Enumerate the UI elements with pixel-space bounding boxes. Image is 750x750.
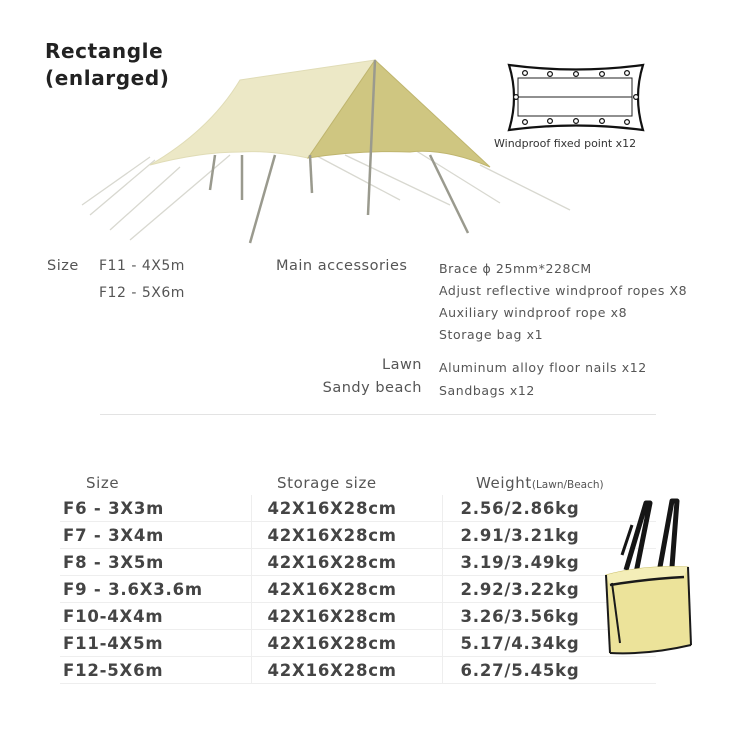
cell-size: F11-4X5m — [60, 630, 251, 657]
header-weight: Weight(Lawn/Beach) — [476, 474, 604, 492]
table-row — [60, 495, 656, 522]
cell-storage: 42X16X28cm — [251, 495, 442, 522]
cell-storage: 42X16X28cm — [251, 657, 442, 684]
guy-ropes — [82, 147, 570, 240]
accessories-label: Main accessories — [276, 258, 408, 274]
cell-weight: 2.91/3.21kg — [442, 522, 656, 549]
cell-size: F9 - 3.6X3.6m — [60, 576, 251, 603]
size-value: F11 - 4X5m — [99, 258, 185, 274]
cell-size: F6 - 3X3m — [60, 495, 251, 522]
bag-strap-left — [626, 503, 650, 573]
table-row — [60, 657, 656, 684]
table-row — [60, 603, 656, 630]
cell-weight: 3.19/3.49kg — [442, 549, 656, 576]
cell-weight: 6.27/5.45kg — [442, 657, 656, 684]
cell-storage: 42X16X28cm — [251, 576, 442, 603]
table-row — [60, 549, 656, 576]
cell-weight: 5.17/4.34kg — [442, 630, 656, 657]
table-row — [60, 630, 656, 657]
accessory-item: Brace ϕ 25mm*228CM — [439, 261, 592, 276]
size-label: Size — [47, 258, 79, 274]
title-line-2: (enlarged) — [45, 66, 170, 90]
title-line-1: Rectangle — [45, 39, 164, 63]
cell-weight: 3.26/3.56kg — [442, 603, 656, 630]
tarp-illustration — [70, 55, 580, 255]
beach-value: Sandbags x12 — [439, 383, 535, 398]
cell-storage: 42X16X28cm — [251, 603, 442, 630]
lawn-value: Aluminum alloy floor nails x12 — [439, 360, 647, 375]
header-size: Size — [86, 474, 120, 492]
windproof-points-diagram — [505, 60, 647, 135]
accessory-item: Storage bag x1 — [439, 327, 544, 342]
cell-storage: 42X16X28cm — [251, 630, 442, 657]
bag-strap-right — [660, 501, 677, 567]
accessory-item: Auxiliary windproof rope x8 — [439, 305, 628, 320]
spec-table — [60, 471, 656, 684]
cell-size: F7 - 3X4m — [60, 522, 251, 549]
accessory-item: Adjust reflective windproof ropes X8 — [439, 283, 688, 298]
cell-size: F8 - 3X5m — [60, 549, 251, 576]
size-value: F12 - 5X6m — [99, 285, 185, 301]
beach-label: Sandy beach — [322, 380, 422, 396]
cell-size: F12-5X6m — [60, 657, 251, 684]
cell-weight: 2.92/3.22kg — [442, 576, 656, 603]
lawn-label: Lawn — [381, 357, 422, 373]
table-header-row — [60, 471, 656, 495]
section-divider — [100, 414, 656, 415]
cell-weight: 2.56/2.86kg — [442, 495, 656, 522]
cell-storage: 42X16X28cm — [251, 522, 442, 549]
table-row — [60, 522, 656, 549]
windproof-caption: Windproof fixed point x12 — [494, 137, 637, 150]
header-weight-note: (Lawn/Beach) — [531, 479, 604, 491]
table-row — [60, 576, 656, 603]
cell-storage: 42X16X28cm — [251, 549, 442, 576]
header-storage: Storage size — [277, 474, 377, 492]
storage-bag-image — [598, 495, 698, 665]
cell-size: F10-4X4m — [60, 603, 251, 630]
